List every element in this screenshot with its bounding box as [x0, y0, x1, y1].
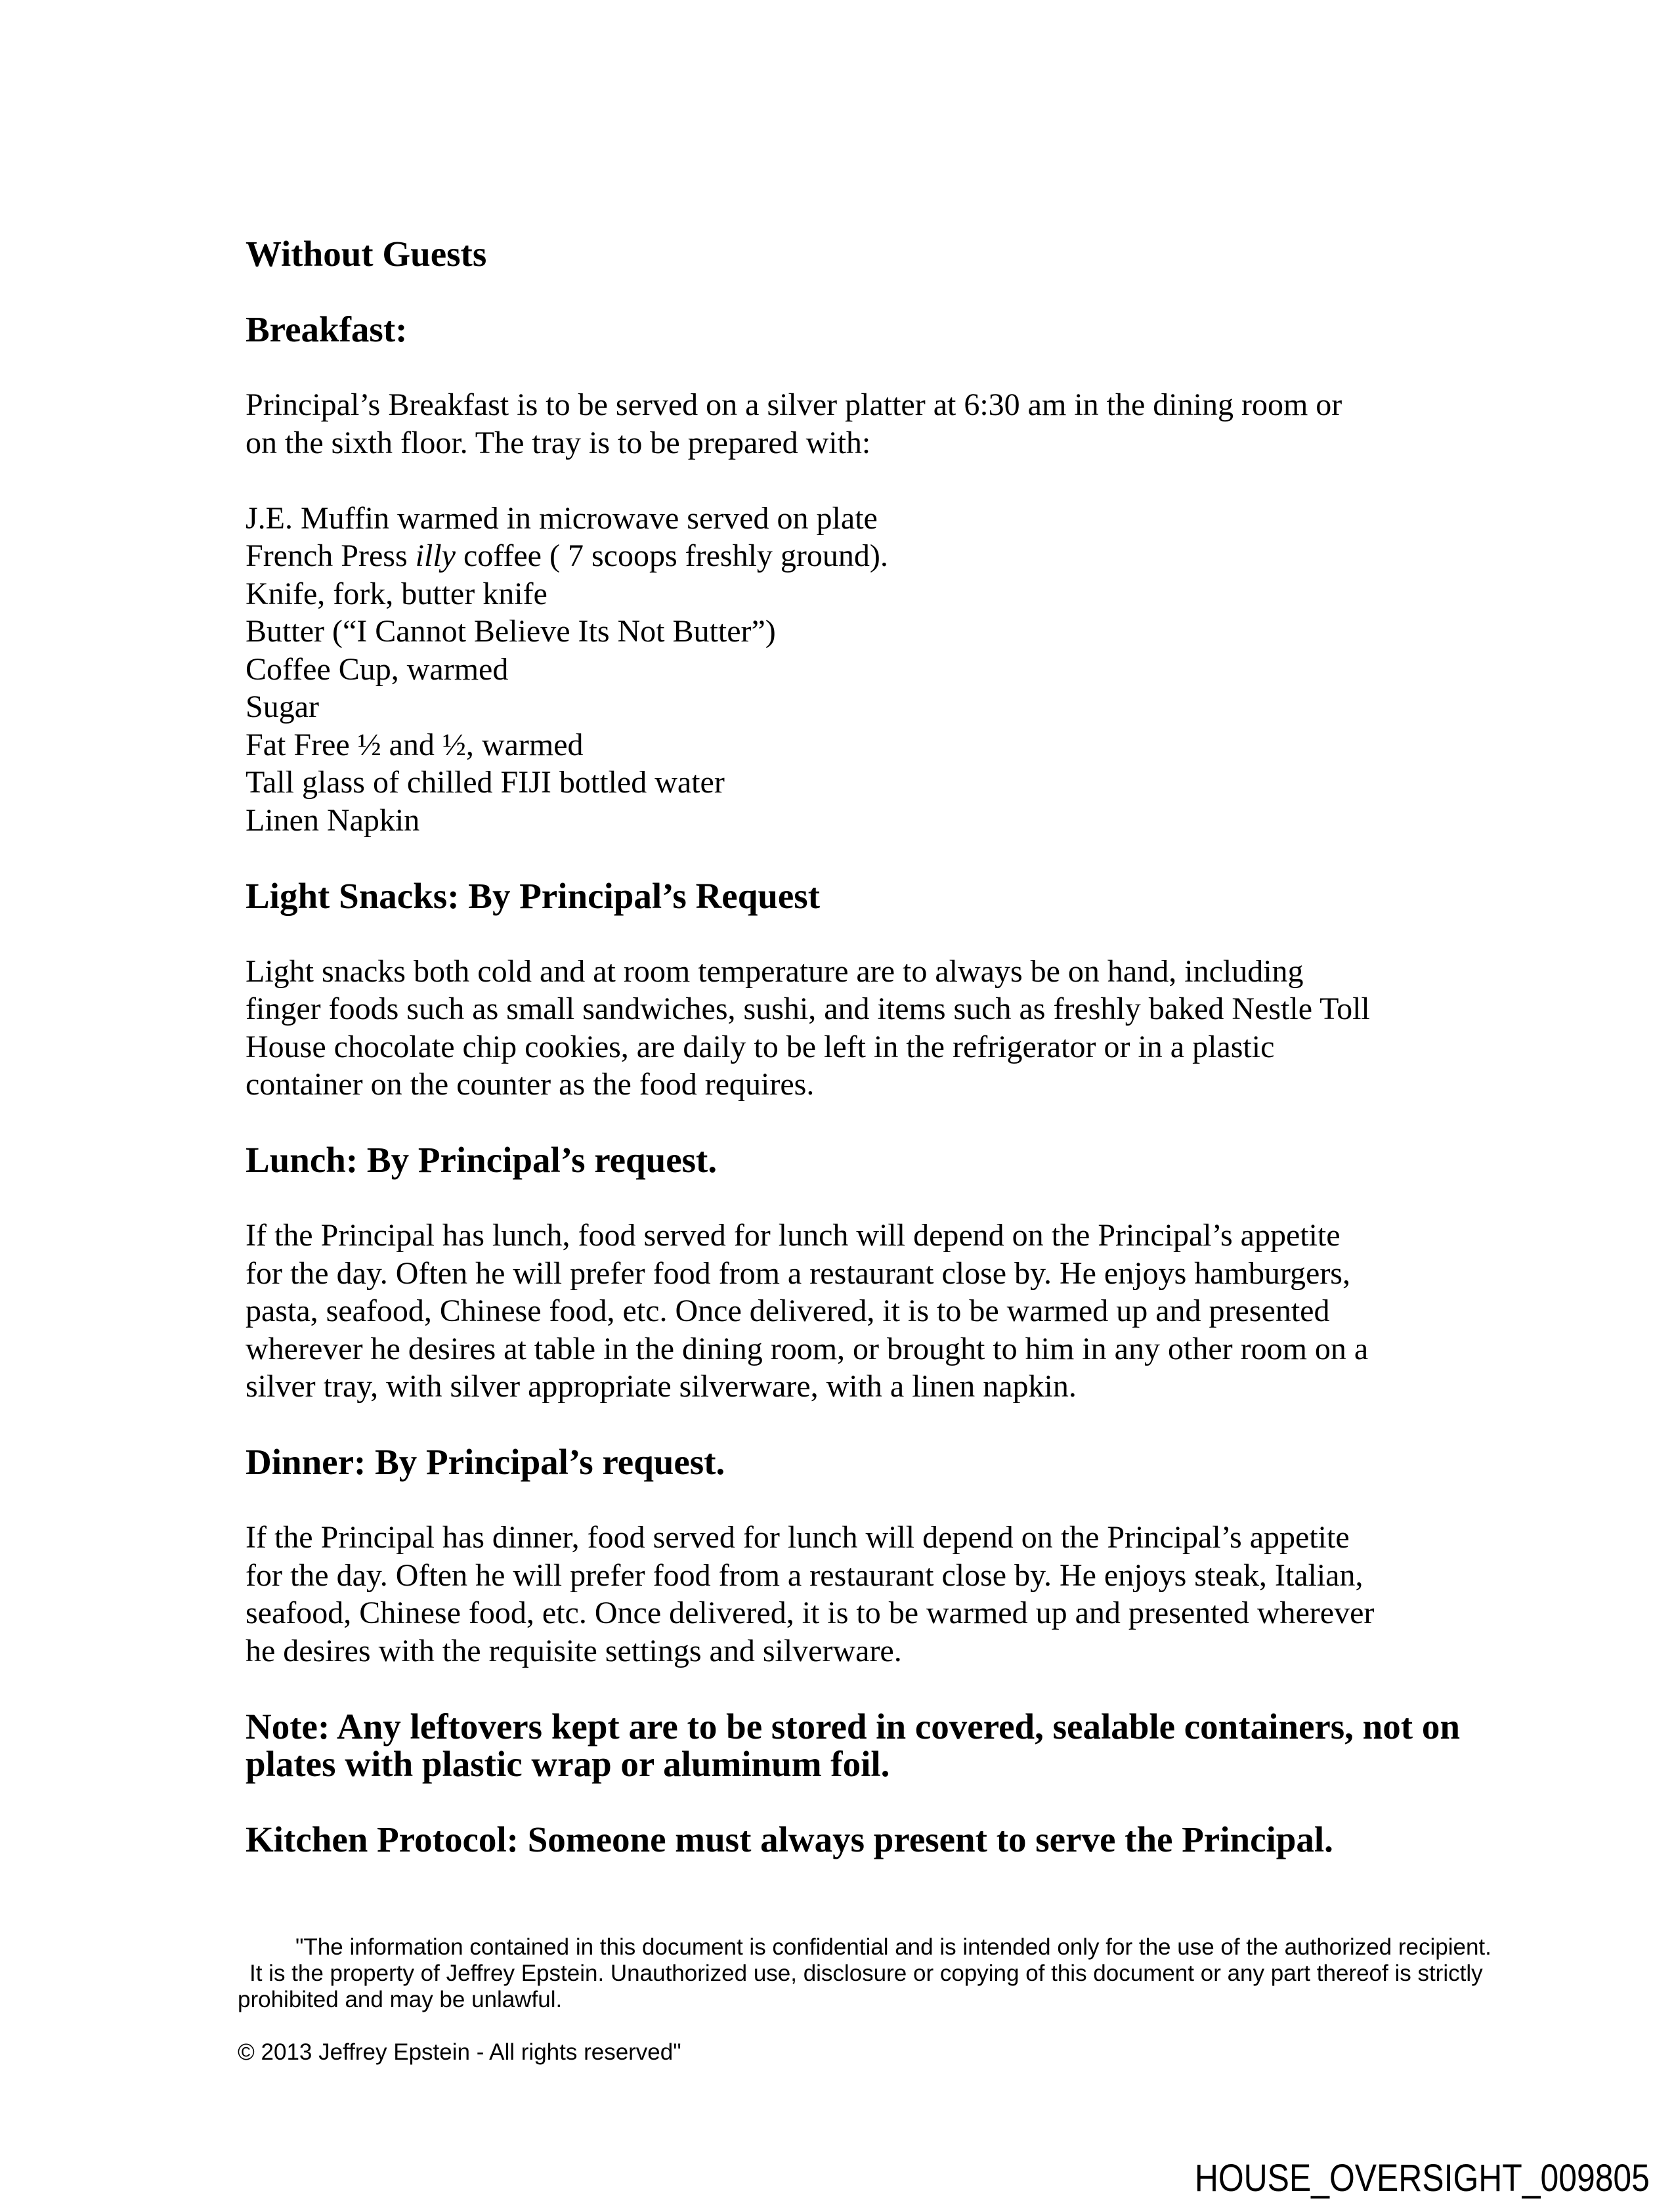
lunch-line: wherever he desires at table in the dining room, or brought to him in any other room on a [246, 1331, 1369, 1366]
light-snacks-line: container on the counter as the food requires. [246, 1067, 815, 1102]
tray-item-line: Fat Free ½ and ½, warmed [246, 727, 584, 762]
light-snacks-line: House chocolate chip cookies, are daily to be left in the refrigerator or in a plastic [246, 1029, 1275, 1064]
lunch-line: for the day. Often he will prefer food from a restaurant close by. He enjoys hamburgers, [246, 1255, 1350, 1291]
heading-lunch: Lunch: By Principal’s request. [246, 1140, 718, 1180]
tray-item-coffee-brand: illy [415, 538, 456, 573]
tray-item-coffee-suffix: coffee ( 7 scoops freshly ground). [455, 538, 888, 573]
breakfast-intro-line: on the sixth floor. The tray is to be prepared with: [246, 425, 871, 460]
breakfast-tray-list [246, 500, 1506, 840]
light-snacks-line: Light snacks both cold and at room temperature are to always be on hand, including [246, 953, 1304, 989]
tray-item-line: Sugar [246, 689, 319, 724]
dinner-line: he desires with the requisite settings and silverware. [246, 1633, 902, 1668]
confidentiality-footer [238, 1934, 1616, 2066]
note-line: Note: Any leftovers kept are to be stored in covered, sealable containers, not on [246, 1706, 1460, 1746]
tray-item-muffin: J.E. Muffin warmed in microwave served on plate [246, 500, 878, 536]
heading-breakfast: Breakfast: [246, 309, 408, 349]
bates-stamp: HOUSE_OVERSIGHT_009805 [1194, 2157, 1650, 2200]
heading-dinner: Dinner: By Principal’s request. [246, 1442, 725, 1482]
heading-without-guests: Without Guests [246, 234, 487, 274]
light-snacks-paragraph [246, 953, 1506, 1104]
breakfast-intro-paragraph [246, 386, 1506, 462]
tray-item-line: Tall glass of chilled FIJI bottled water [246, 765, 725, 800]
footer-disclaimer-line: "The information contained in this document is confidential and is intended only for the use of the authorized recipient. [295, 1934, 1492, 1960]
lunch-paragraph [246, 1217, 1506, 1406]
note-line: plates with plastic wrap or aluminum foil. [246, 1744, 890, 1784]
tray-item-line: Coffee Cup, warmed [246, 651, 509, 687]
lunch-line: pasta, seafood, Chinese food, etc. Once delivered, it is to be warmed up and presented [246, 1293, 1330, 1328]
lunch-line: If the Principal has lunch, food served for lunch will depend on the Principal’s appetite [246, 1218, 1341, 1253]
tray-item-line: Linen Napkin [246, 802, 420, 838]
light-snacks-line: finger foods such as small sandwiches, sushi, and items such as freshly baked Nestle Toll [246, 991, 1370, 1026]
tray-item-line: Knife, fork, butter knife [246, 576, 547, 611]
dinner-line: seafood, Chinese food, etc. Once delivered, it is to be warmed up and presented wherever [246, 1595, 1375, 1630]
heading-light-snacks: Light Snacks: By Principal’s Request [246, 875, 821, 916]
tray-item-coffee [246, 537, 1506, 575]
document-body [246, 235, 1506, 1859]
tray-item-line: Butter (“I Cannot Believe Its Not Butter”) [246, 614, 776, 649]
footer-copyright: © 2013 Jeffrey Epstein - All rights reserved" [238, 2039, 681, 2065]
footer-disclaimer-line: prohibited and may be unlawful. [238, 1987, 563, 2012]
tray-item-coffee-prefix: French Press [246, 538, 416, 573]
dinner-paragraph [246, 1519, 1506, 1670]
dinner-line: If the Principal has dinner, food served for lunch will depend on the Principal’s appetite [246, 1520, 1350, 1555]
dinner-line: for the day. Often he will prefer food from a restaurant close by. He enjoys steak, Italian, [246, 1557, 1363, 1593]
heading-kitchen-protocol: Kitchen Protocol: Someone must always present to serve the Principal. [246, 1819, 1333, 1859]
leftovers-note [246, 1708, 1506, 1783]
breakfast-intro-line: Principal’s Breakfast is to be served on a silver platter at 6:30 am in the dining room or [246, 387, 1342, 422]
lunch-line: silver tray, with silver appropriate silverware, with a linen napkin. [246, 1369, 1077, 1404]
footer-disclaimer-line: It is the property of Jeffrey Epstein. Unauthorized use, disclosure or copying of this document or any part thereof is strictly [249, 1961, 1483, 1986]
